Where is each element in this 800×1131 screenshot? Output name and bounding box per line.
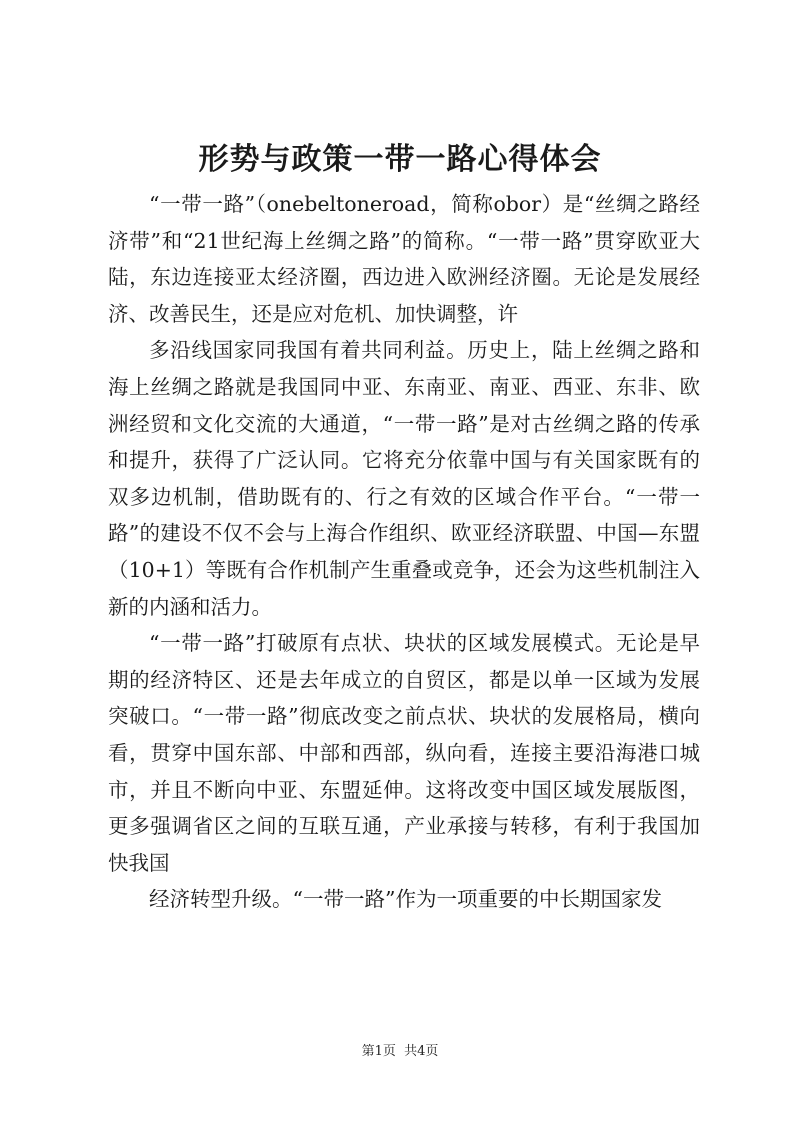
paragraph: 经济转型升级。“一带一路”作为一项重要的中长期国家发 (149, 887, 662, 912)
page-footer (0, 1043, 800, 1061)
paragraph: “一带一路”打破原有点状、块状的区域发展模式。无论是早期的经济特区、还是去年成立的自贸区，都是以单一区域为发展突破口。“一带一路”彻底改变之前点状、块状的发展格局，横向看，贯穿中国东部、中部和西部，纵向看，连接主要沿海港口城市，并且不断向中亚、东盟延伸。这将改变中国区域发展版图，更多强调省区之间的互联互通，产业承接与转移，有利于我国加快我国 (108, 631, 700, 875)
document-body (108, 186, 700, 918)
page-number: 第1页 (361, 1044, 396, 1059)
paragraph: 多沿线国家同我国有着共同利益。历史上，陆上丝绸之路和海上丝绸之路就是我国同中亚、东南亚、南亚、西亚、东非、欧洲经贸和文化交流的大通道，“一带一路”是对古丝绸之路的传承和提升，获得了广泛认同。它将充分依靠中国与有关国家既有的双多边机制，借助既有的、行之有效的区域合作平台。“一带一路”的建设不仅不会与上海合作组织、欧亚经济联盟、中国—东盟（10+1）等既有合作机制产生重叠或竞争，还会为这些机制注入新的内涵和活力。 (108, 338, 700, 619)
paragraph: “一带一路”（onebeltoneroad，简称obor）是“丝绸之路经济带”和“21世纪海上丝绸之路”的简称。“一带一路”贯穿欧亚大陆，东边连接亚太经济圈，西边进入欧洲经济圈。无论是发展经济、改善民生，还是应对危机、加快调整，许 (108, 192, 700, 326)
document-title: 形势与政策一带一路心得体会 (198, 142, 602, 177)
page-total: 共4页 (404, 1044, 439, 1059)
